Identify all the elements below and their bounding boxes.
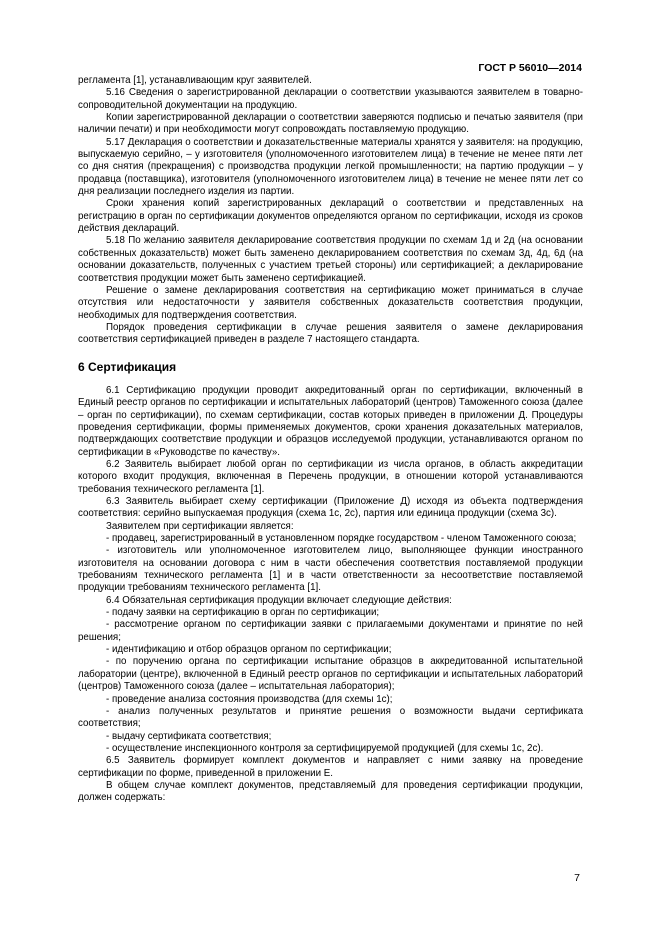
paragraph: 6.3 Заявитель выбирает схему сертификации (Приложение Д) исходя из объекта подтверждения соответствия: серийно выпускаемая продукция (схема 1с, 2с), партия или единица продукции (схема 3с). (78, 496, 583, 520)
section-6-body (78, 385, 583, 805)
page-number: 7 (574, 872, 580, 884)
paragraph: В общем случае комплект документов, представляемый для проведения сертификации продукции, должен содержать: (78, 779, 583, 804)
standard-number: ГОСТ Р 56010—2014 (478, 62, 582, 74)
paragraph: - идентификацию и отбор образцов органом по сертификации; (106, 644, 392, 656)
paragraph: 6.4 Обязательная сертификация продукции включает следующие действия: (106, 594, 452, 606)
paragraph: 5.16 Сведения о зарегистрированной декларации о соответствии указываются заявителем в товарно-сопроводительной документации на продукцию. (78, 87, 583, 111)
paragraph: - выдачу сертификата соответствия; (106, 730, 272, 742)
paragraph: - подачу заявки на сертификацию в орган по сертификации; (106, 607, 380, 619)
paragraph: 5.18 По желанию заявителя декларирование соответствия продукции по схемам 1д и 2д (на основании собственных доказательств) может быть заменено декларированием соответствия по схемам 3д, 4д, 6д (на основании доказательств, полученных с участием третьей стороны) или сертификацией; а декларирование соответствия продукции может быть заменено сертификацией. (78, 235, 583, 284)
paragraph: 5.17 Декларация о соответствии и доказательственные материалы хранятся у заявителя: на продукцию, выпускаемую серийно, – у изготовителя (уполномоченного изготовителем лица) в течение не менее пяти лет со дня снятия (прекращения) с производства продукции легкой промышленности; на партию продукции – у продавца (поставщика), изготовителя (уполномоченного изготовителем лица) в течение не менее пяти лет со дня реализации последнего изделия из партии. (78, 136, 583, 198)
paragraph: - проведение анализа состояния производства (для схемы 1с); (106, 693, 393, 705)
paragraph: - по поручению органа по сертификации испытание образцов в аккредитованной испытательной лаборатории (центре), включенной в Единый реестр органов по сертификации и испытательных лабораторий (центров) Таможенного союза (далее – испытательная лаборатория); (78, 656, 583, 693)
paragraph: Заявителем при сертификации является: (106, 520, 294, 532)
section-5-continuation (78, 75, 583, 347)
paragraph: 6.1 Сертификацию продукции проводит аккредитованный орган по сертификации, включенный в Единый реестр органов по сертификации и испытательных лабораторий (центров) Таможенного союза (далее – орган по сертификации), по схемам сертификации, состав которых приведен в приложении Д. Процедуры проведения сертификации, формы применяемых документов, сроки хранения доказательных материалов, подтверждающих соответствие продукции и образцов исследуемой продукции, устанавливаются органом по сертификации в «Руководстве по качеству». (78, 384, 583, 458)
paragraph: - осуществление инспекционного контроля за сертифицируемой продукцией (для схемы 1с, 2с). (106, 742, 544, 754)
paragraph: - рассмотрение органом по сертификации заявки с прилагаемыми документами и принятие по ней решения; (78, 619, 583, 643)
paragraph: Порядок проведения сертификации в случае решения заявителя о замене декларирования соответствия сертификацией приведен в разделе 7 настоящего стандарта. (78, 321, 583, 346)
paragraph: - анализ полученных результатов и принятие решения о возможности выдачи сертификата соответствия; (78, 705, 583, 730)
paragraph: Копии зарегистрированной декларации о соответствии заверяются подписью и печатью заявителя (при наличии печати) и при необходимости могут сопровождать поставляемую продукцию. (78, 112, 583, 136)
document-header (478, 62, 582, 74)
paragraph: Сроки хранения копий зарегистрированных деклараций о соответствии и представленных на регистрацию в орган по сертификации документов определяются органом по сертификации, исходя из сроков действия деклараций. (78, 198, 583, 235)
paragraph: - продавец, зарегистрированный в установленном порядке государством - членом Таможенного союза; (106, 533, 577, 545)
section-heading: 6 Сертификация (78, 359, 177, 374)
paragraph: регламента [1], устанавливающим круг заявителей. (78, 75, 312, 86)
page-body (78, 75, 583, 805)
paragraph: 6.5 Заявитель формирует комплект документов и направляет с ними заявку на проведение сертификации по форме, приведенной в приложении Е. (78, 755, 583, 779)
paragraph: 6.2 Заявитель выбирает любой орган по сертификации из числа органов, в область аккредитации которого входит продукция, включенная в Перечень продукции, в отношении которой устанавливаются требования технического регламента [1]. (78, 458, 583, 495)
paragraph: - изготовитель или уполномоченное изготовителем лицо, выполняющее функции иностранного изготовителя на основании договора с ним в части обеспечения соответствия поставляемой продукции требованиям технического регламента [1] и в части ответственности за несоответствие поставляемой продукции требованиям технического регламента [1]. (78, 545, 583, 594)
paragraph: Решение о замене декларирования соответствия на сертификацию может приниматься в случае отсутствия или недостаточности у заявителя собственных доказательств соответствия продукции, необходимых для подтверждения соответствия. (78, 284, 583, 321)
